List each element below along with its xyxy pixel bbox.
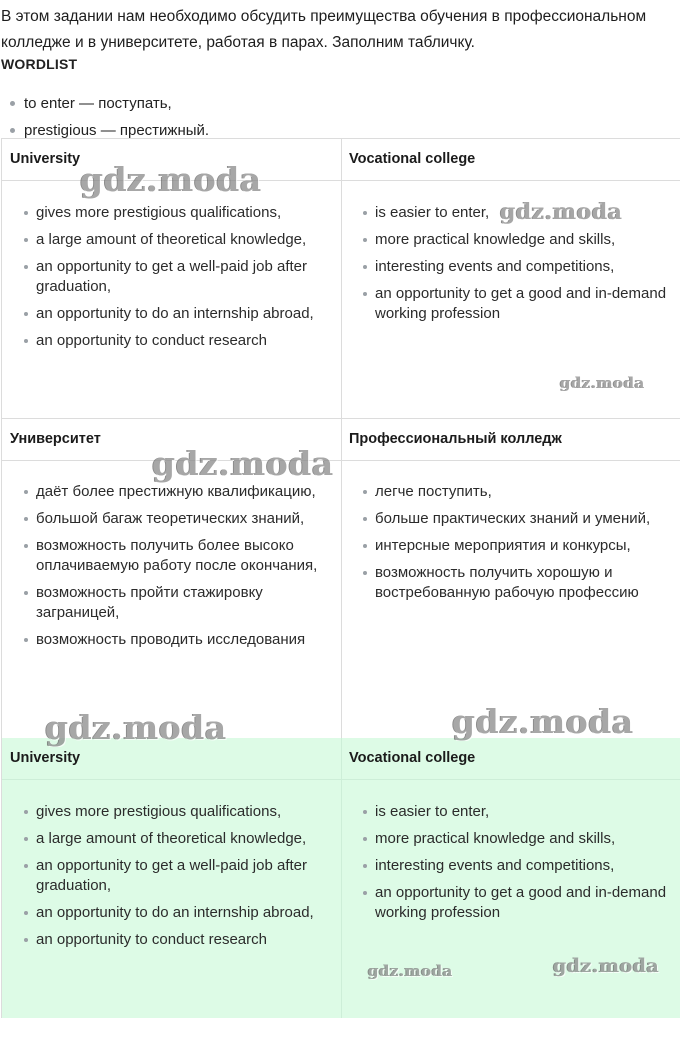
list-item: an opportunity to conduct research — [24, 930, 334, 950]
intro-text: В этом задании нам необходимо обсудить преимущества обучения в профессиональном колледже и в университете, работая в парах. Заполним табличку. — [1, 8, 647, 51]
watermark: gdz.moda — [553, 955, 660, 977]
list-item: gives more prestigious qualifications, — [24, 203, 334, 223]
list-item: gives more prestigious qualifications, — [24, 802, 334, 822]
watermark: gdz.moda — [452, 702, 634, 741]
watermark: gdz.moda — [80, 160, 262, 199]
list-item: больше практических знаний и умений, — [363, 509, 673, 529]
list-item: an opportunity to get a well-paid job after graduation, — [24, 257, 334, 297]
wordlist-item: prestigious — престижный. — [10, 117, 209, 144]
header-vocational-college: Vocational college — [349, 151, 476, 167]
column-divider — [341, 139, 342, 419]
column-divider — [341, 418, 342, 738]
wordlist — [10, 90, 209, 144]
header-university-ru: Университет — [10, 431, 101, 447]
list-item: an opportunity to do an internship abroad, — [24, 903, 334, 923]
list-item: an opportunity to get a good and in-demand working profession — [363, 284, 673, 324]
university-list — [24, 203, 334, 358]
list-item: возможность пройти стажировку заграницей, — [24, 583, 334, 623]
list-item: возможность получить хорошую и востребованную рабочую профессию — [363, 563, 673, 603]
wordlist-item: to enter — поступать, — [10, 90, 209, 117]
college-list-ru — [363, 482, 673, 610]
header-college-ru: Профессиональный колледж — [349, 431, 562, 447]
list-item: an opportunity to conduct research — [24, 331, 334, 351]
list-item: an opportunity to do an internship abroad, — [24, 304, 334, 324]
list-item: an opportunity to get a well-paid job after graduation, — [24, 856, 334, 896]
watermark: gdz.moda — [560, 374, 645, 392]
list-item: more practical knowledge and skills, — [363, 230, 673, 250]
comparison-table-russian — [1, 418, 680, 738]
list-item: даёт более престижную квалификацию, — [24, 482, 334, 502]
list-item: interesting events and competitions, — [363, 856, 673, 876]
table-header-row — [2, 418, 680, 461]
list-item: a large amount of theoretical knowledge, — [24, 829, 334, 849]
wordlist-title: WORDLIST — [1, 56, 78, 72]
university-list-ru — [24, 482, 334, 657]
list-item: is easier to enter, — [363, 203, 673, 223]
list-item: a large amount of theoretical knowledge, — [24, 230, 334, 250]
college-list — [363, 802, 673, 930]
list-item: интерсные мероприятия и конкурсы, — [363, 536, 673, 556]
list-item: more practical knowledge and skills, — [363, 829, 673, 849]
header-university: University — [10, 151, 81, 167]
header-university: University — [10, 750, 81, 766]
watermark: gdz.moda — [500, 199, 623, 225]
watermark: gdz.moda — [368, 962, 453, 980]
list-item: an opportunity to get a good and in-demand working profession — [363, 883, 673, 923]
watermark: gdz.moda — [45, 708, 227, 747]
header-vocational-college: Vocational college — [349, 750, 476, 766]
university-list — [24, 802, 334, 957]
watermark: gdz.moda — [152, 444, 334, 483]
list-item: большой багаж теоретических знаний, — [24, 509, 334, 529]
list-item: is easier to enter, — [363, 802, 673, 822]
list-item: возможность проводить исследования — [24, 630, 334, 650]
column-divider — [341, 738, 342, 1018]
list-item: возможность получить более высоко оплачиваемую работу после окончания, — [24, 536, 334, 576]
list-item: легче поступить, — [363, 482, 673, 502]
list-item: interesting events and competitions, — [363, 257, 673, 277]
